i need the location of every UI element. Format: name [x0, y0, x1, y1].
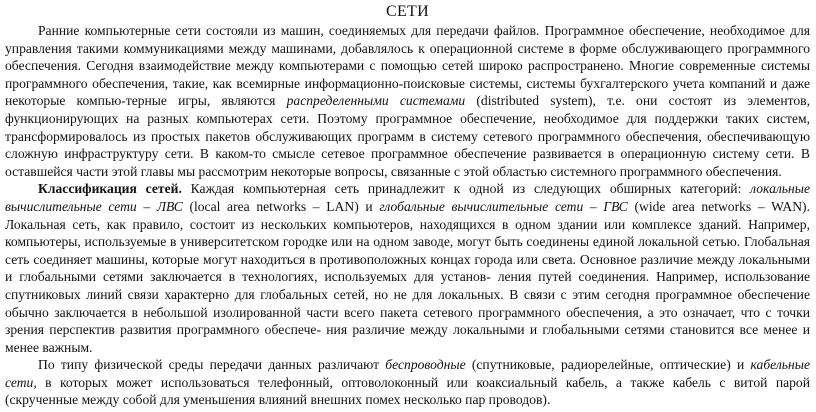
classification-heading: Классификация сетей. — [38, 181, 182, 197]
classification-text-3: (wide area networks – WAN). Локальная сеть, как правило, состоит из нескольких компьютеров, находящихся в одном здании или комплексе зданий. Например, компьютеры, используемые в университетском городке или на одном заводе, могут быть соединены единой локальной сетью. Глобальная сеть соединяет машины, которые могут находиться в противоположных концах города или света. Основное различие между локальными и глобальными сетями заключается в технологиях, используемых для установ- ления путей соединения. Например, использование спутниковых линий связи характерно для глобальных сетей, но не для локальных. В связи с этим сегодня программное обеспечение обычно заключается в небольшой изолированной части всего пакета сетевого программного обеспечения, а это означает, что с точки зрения перспектив развития программного обеспече- ния различие между локальными и глобальными сетями становится все менее и менее важным. — [5, 198, 810, 355]
paragraph-intro — [5, 22, 810, 180]
page-title: СЕТИ — [386, 3, 429, 20]
paragraph-media — [5, 356, 810, 409]
classification-text-2: (local area networks – LAN) и — [189, 198, 373, 214]
intro-text-1: Ранние компьютерные сети состояли из машин, соединяемых для передачи файлов. Программное обеспечение, необходимое для управления такими коммуникациями между машинами, добавлялось к операционной системе в форме обслуживающего программного обеспечения. Сегодня взаимодействие между компьютерами с помощью сетей широко распространено. Многие современные системы программного обеспечения, такие, как всемирные информационно-поисковые системы, системы бухгалтерского учета компаний и даже некоторые компью-терные игры, являются — [5, 23, 810, 109]
cable-networks-term: кабельные сети — [5, 357, 810, 390]
classification-text-1: Каждая компьютерная сеть принадлежит к одной из следующих обширных категорий: — [190, 181, 742, 197]
media-text-3: , в которых может использоваться телефонный, оптоволоконный или коаксиальный кабель, а также кабель с витой парой (скрученные между собой для уменьшения влияний внешних помех несколько пар проводов). — [5, 374, 810, 408]
distributed-systems-term: распределенными системами — [286, 93, 466, 109]
media-text-1: По типу физической среды передачи данных различают — [38, 357, 380, 373]
wireless-term: беспроводные — [385, 357, 466, 373]
wan-term: глобальные вычислительные сети – ГВС — [379, 198, 628, 214]
intro-text-2: (distributed system), т.е. они состоят из элементов, функционирующих на разных компьютерах сети. Поэтому программное обеспечение, необходимое для поддержки таких систем, трансформировалось из простых пакетов обслуживающих программ в систему сетевого программного обеспечения, обеспечивающую сложную инфраструктуру сети. В каком-то смысле сетевое программное обеспечение развивается в операционную систему сети. В оставшейся части этой главы мы рассмотрим некоторые вопросы, связанные с этой областью системного программного обеспечения. — [5, 93, 810, 179]
paragraph-classification — [5, 180, 810, 356]
media-text-2: (спутниковые, радиорелейные, оптические) и — [471, 357, 745, 373]
lan-term: локальные вычислительные сети – ЛВС — [5, 181, 810, 214]
